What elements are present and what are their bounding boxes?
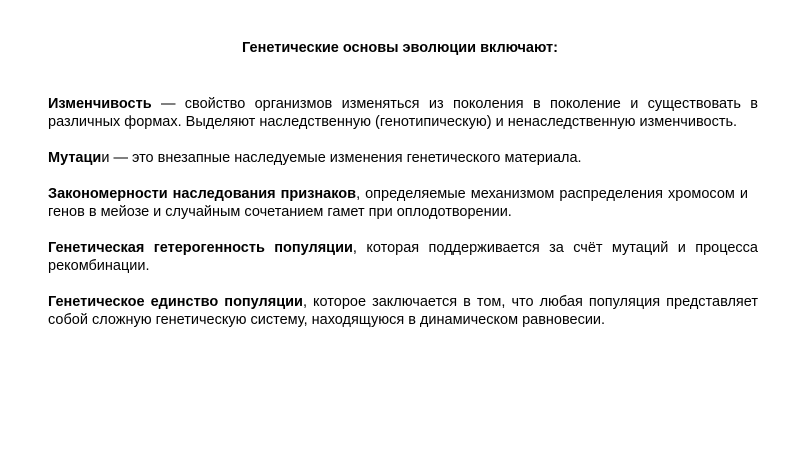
paragraph-text: , определяемые механизмом распределения хромосом и генов в мейозе и случайным сочетанием гамет при оплодотворении. <box>48 186 748 220</box>
paragraph-text: — это внезапные наследуемые изменения генетического материала. <box>109 150 582 166</box>
paragraph-text: , которое заключается в том, что любая популяция представляет собой сложную генетическую систему, находящуюся в динамическом равновесии. <box>48 294 758 328</box>
paragraph-text: , которая поддерживается за счёт мутаций и процесса рекомбинации. <box>48 240 758 274</box>
paragraph-term: Мутаци <box>48 150 102 166</box>
paragraph-term: Генетическая гетерогенность популяции <box>48 240 353 256</box>
paragraph-term-tail: и <box>101 150 110 166</box>
paragraph-mutations <box>48 149 758 167</box>
paragraph-term: Изменчивость <box>48 96 152 112</box>
paragraph-text: — свойство организмов изменяться из поколения в поколение и существовать в различных формах. Выделяют наследственную (генотипическую) и ненаследственную изменчивость. <box>48 96 758 130</box>
paragraph-term: Закономерности наследования признаков <box>48 186 357 202</box>
slide-title: Генетические основы эволюции включают: <box>242 40 558 56</box>
paragraph-term: Генетическое единство популяции <box>48 294 303 310</box>
paragraph-variability <box>48 95 758 131</box>
slide-content <box>48 95 758 347</box>
paragraph-unity <box>48 293 758 329</box>
paragraph-heterogeneity <box>48 239 758 275</box>
paragraph-inheritance-laws <box>48 185 748 221</box>
